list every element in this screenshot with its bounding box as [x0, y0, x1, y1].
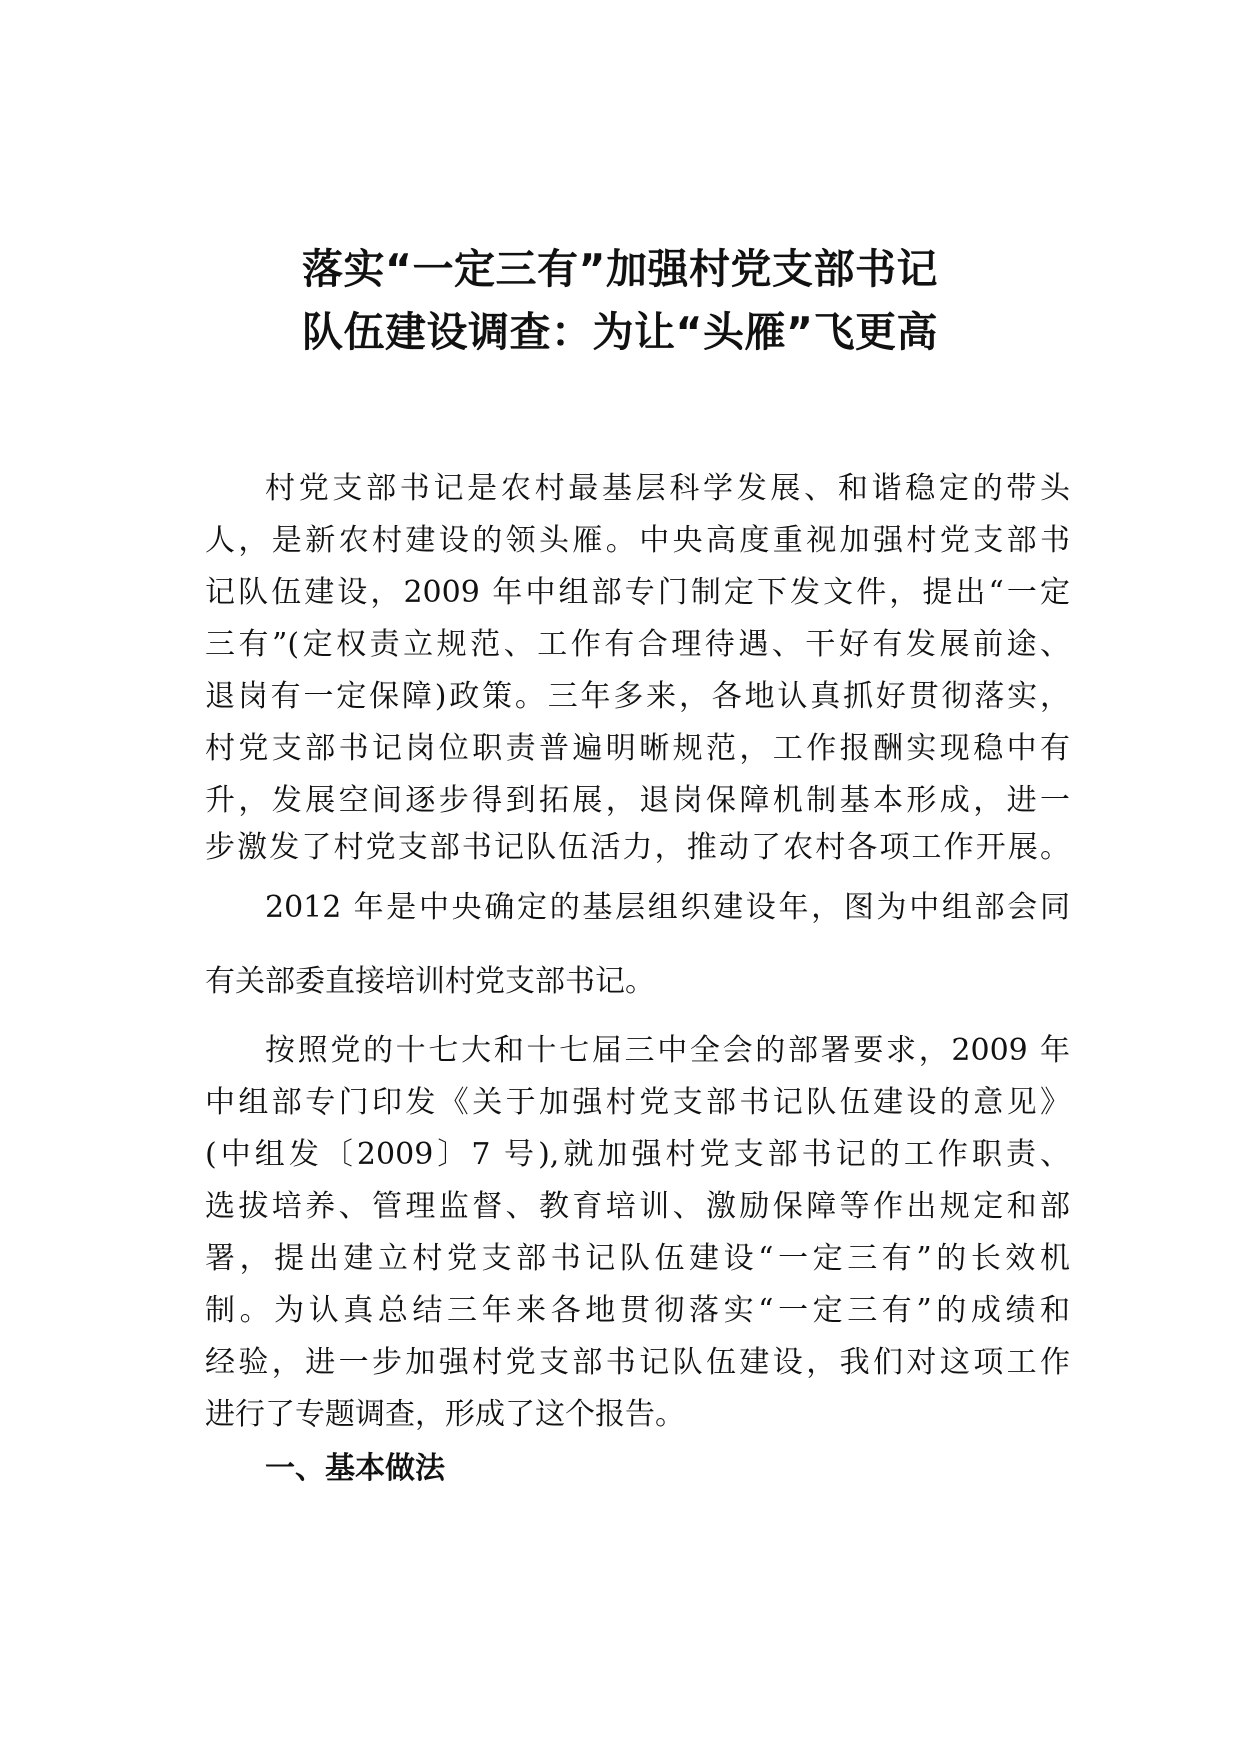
paragraph-line: 记队伍建设，2009 年中组部专门制定下发文件，提出“一定: [205, 575, 1070, 610]
paragraph-background: [205, 1025, 1070, 1389]
paragraph-line: 升，发展空间逐步得到拓展，退岗保障机制基本形成，进一: [205, 783, 1070, 818]
paragraph-line: 进行了专题调查，形成了这个报告。: [205, 1397, 685, 1432]
paragraph-line: 三有”(定权责立规范、工作有合理待遇、干好有发展前途、: [205, 627, 1070, 662]
section-heading: 一、基本做法: [265, 1451, 445, 1486]
paragraph-background-last: [205, 1389, 1070, 1441]
paragraph-line: 制。为认真总结三年来各地贯彻落实“一定三有”的成绩和: [205, 1293, 1070, 1328]
title-line-2: 队伍建设调查：为让“头雁”飞更高: [302, 308, 938, 356]
paragraph-intro: [205, 463, 1070, 827]
photo-caption-continued: [205, 956, 1070, 1008]
photo-caption: [205, 882, 1070, 934]
paragraph-line: 中组部专门印发《关于加强村党支部书记队伍建设的意见》: [205, 1085, 1070, 1120]
paragraph-line: 按照党的十七大和十七届三中全会的部署要求，2009 年: [265, 1033, 1070, 1068]
title-line-1: 落实“一定三有”加强村党支部书记: [302, 245, 938, 293]
paragraph-line: 村党支部书记岗位职责普遍明晰规范，工作报酬实现稳中有: [205, 731, 1070, 766]
paragraph-line: 署，提出建立村党支部书记队伍建设“一定三有”的长效机: [205, 1241, 1070, 1276]
paragraph-line: 有关部委直接培训村党支部书记。: [205, 964, 655, 999]
paragraph-line: 人，是新农村建设的领头雁。中央高度重视加强村党支部书: [205, 523, 1070, 558]
paragraph-line: 退岗有一定保障)政策。三年多来，各地认真抓好贯彻落实，: [205, 679, 1070, 714]
paragraph-line: 村党支部书记是农村最基层科学发展、和谐稳定的带头: [265, 471, 1070, 506]
paragraph-line: 2012 年是中央确定的基层组织建设年，图为中组部会同: [265, 890, 1070, 925]
paragraph-line: 选拔培养、管理监督、教育培训、激励保障等作出规定和部: [205, 1189, 1070, 1224]
document-title: [180, 238, 1060, 364]
paragraph-line: (中组发〔2009〕7 号),就加强村党支部书记的工作职责、: [205, 1137, 1070, 1172]
paragraph-line: 步激发了村党支部书记队伍活力，推动了农村各项工作开展。: [205, 830, 1070, 865]
paragraph-line: 经验，进一步加强村党支部书记队伍建设，我们对这项工作: [205, 1345, 1070, 1380]
paragraph-intro-last: [205, 822, 1070, 874]
